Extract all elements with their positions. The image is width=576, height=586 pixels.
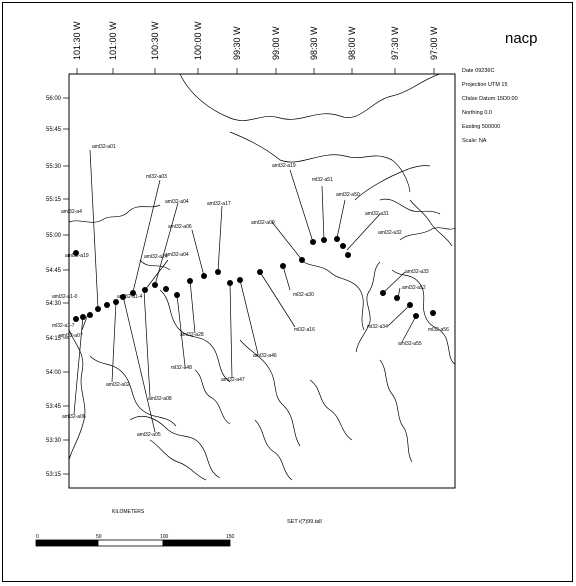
lon-label: 101:30 W <box>72 21 82 60</box>
lon-label: 101:00 W <box>108 21 118 60</box>
lon-label: 99:30 W <box>232 26 242 60</box>
station-label: aml32-a47 <box>221 377 245 383</box>
lat-label: 55:30 <box>45 164 61 170</box>
lat-label: 56:00 <box>45 96 61 102</box>
station-dot <box>430 310 436 316</box>
lat-label: 53:15 <box>45 472 61 478</box>
station-label: aml32-a50 <box>336 192 360 198</box>
station-dot <box>104 302 110 308</box>
info-line: Scale: NA <box>462 138 487 144</box>
station-dot <box>73 316 79 322</box>
station-dot <box>163 286 169 292</box>
info-line: Cfalse Datum 15D0:00 <box>462 96 518 102</box>
station-label: aml32-a05 <box>137 432 161 438</box>
info-line: Date 09236C <box>462 68 495 74</box>
station-dot <box>321 237 327 243</box>
station-dot <box>413 313 419 319</box>
station-dot <box>152 282 158 288</box>
scale-tick: 150 <box>226 534 235 540</box>
station-dot <box>299 257 305 263</box>
latitude-labels <box>46 96 62 478</box>
lat-label: 54:00 <box>45 370 61 376</box>
station-label: aml32-a17 <box>207 201 231 207</box>
station-dot <box>174 292 180 298</box>
scale-bar <box>36 540 230 546</box>
station-label: aml32-a19 <box>272 163 296 169</box>
station-dot <box>340 243 346 249</box>
station-label: aml32-a01 <box>92 144 116 150</box>
station-label: aml32-a55 <box>398 341 422 347</box>
station-dot <box>227 280 233 286</box>
info-line: Projection UTM 15 <box>462 82 508 88</box>
lon-label: 100:00 W <box>193 21 203 60</box>
station-label: aml32-a04 <box>165 252 189 258</box>
scale-tick: 100 <box>160 534 169 540</box>
station-label: aml32-a06 <box>62 414 86 420</box>
lat-label: 54:15 <box>45 336 61 342</box>
station-dot <box>310 239 316 245</box>
station-markers <box>73 236 436 322</box>
scale-tick: 50 <box>96 534 102 540</box>
lat-label: 55:15 <box>45 197 61 203</box>
station-label: ml32-a51 <box>312 177 333 183</box>
lon-label: 98:30 W <box>309 26 319 60</box>
station-label: aml32-a32 <box>378 230 402 236</box>
station-label: aml32-a46 <box>253 353 277 359</box>
station-label: aml32-a08 <box>148 396 172 402</box>
station-dot <box>280 263 286 269</box>
station-label: ml32-a16 <box>294 327 315 333</box>
station-label: aml32-a19 <box>65 253 89 259</box>
station-label: aml32-a28 <box>180 332 204 338</box>
station-label: ml32-a56 <box>428 327 449 333</box>
station-dot <box>380 290 386 296</box>
station-dot <box>201 273 207 279</box>
graticule-ticks <box>63 68 434 474</box>
station-dot <box>187 278 193 284</box>
map-border <box>69 74 455 488</box>
info-line: Northing 0.0 <box>462 110 492 116</box>
lon-label: 97:00 W <box>429 26 439 60</box>
lat-label: 54:30 <box>45 301 61 307</box>
station-label: aml32-a31 <box>365 211 389 217</box>
station-label: aml32-a07 <box>59 333 83 339</box>
station-dot <box>257 269 263 275</box>
station-dot <box>142 287 148 293</box>
station-label: aml32-a52 <box>402 285 426 291</box>
footer-code: SET i(?)99.tall <box>287 519 322 525</box>
station-label: aml32-a06 <box>168 224 192 230</box>
lat-label: 55:45 <box>45 127 61 133</box>
lon-label: 98:00 W <box>347 26 357 60</box>
station-dot <box>334 236 340 242</box>
station-label: aml32-a02 <box>106 382 130 388</box>
lon-label: 99:00 W <box>271 26 281 60</box>
station-label: ml32-a48 <box>171 365 192 371</box>
lon-label: 97:30 W <box>390 26 400 60</box>
scale-title: KILOMETERS <box>112 509 145 515</box>
lat-label: 54:45 <box>45 268 61 274</box>
station-label: ml32-a30 <box>293 292 314 298</box>
station-dot <box>345 252 351 258</box>
longitude-labels <box>72 21 439 60</box>
station-label: aml32-a1-4 <box>117 294 143 300</box>
station-label: aml32-a04 <box>165 199 189 205</box>
station-dot <box>407 302 413 308</box>
station-dot <box>95 306 101 312</box>
lon-label: 100:30 W <box>150 21 160 60</box>
station-label: ml32-a1-7 <box>52 323 75 329</box>
station-label: aml32-a24 <box>144 254 168 260</box>
lat-label: 53:45 <box>45 404 61 410</box>
info-line: Easting 500000 <box>462 124 501 130</box>
lat-label: 55:00 <box>45 233 61 239</box>
station-label: ml32-a03 <box>146 174 167 180</box>
station-label: ml32-a34 <box>367 324 388 330</box>
lat-label: 53:30 <box>45 438 61 444</box>
station-dot <box>215 269 221 275</box>
station-dot <box>394 295 400 301</box>
station-dot <box>80 314 86 320</box>
station-label: aml32-a4 <box>61 209 82 215</box>
map-title: nacp <box>505 30 538 47</box>
station-dot <box>237 277 243 283</box>
coastlines <box>69 74 455 480</box>
scale-tick: 0 <box>36 534 39 540</box>
station-label: aml32-a09 <box>251 220 275 226</box>
station-dot <box>87 312 93 318</box>
station-label: aml32-a1-0 <box>52 294 78 300</box>
station-label: aml32-a33 <box>405 269 429 275</box>
station-labels <box>52 144 449 438</box>
